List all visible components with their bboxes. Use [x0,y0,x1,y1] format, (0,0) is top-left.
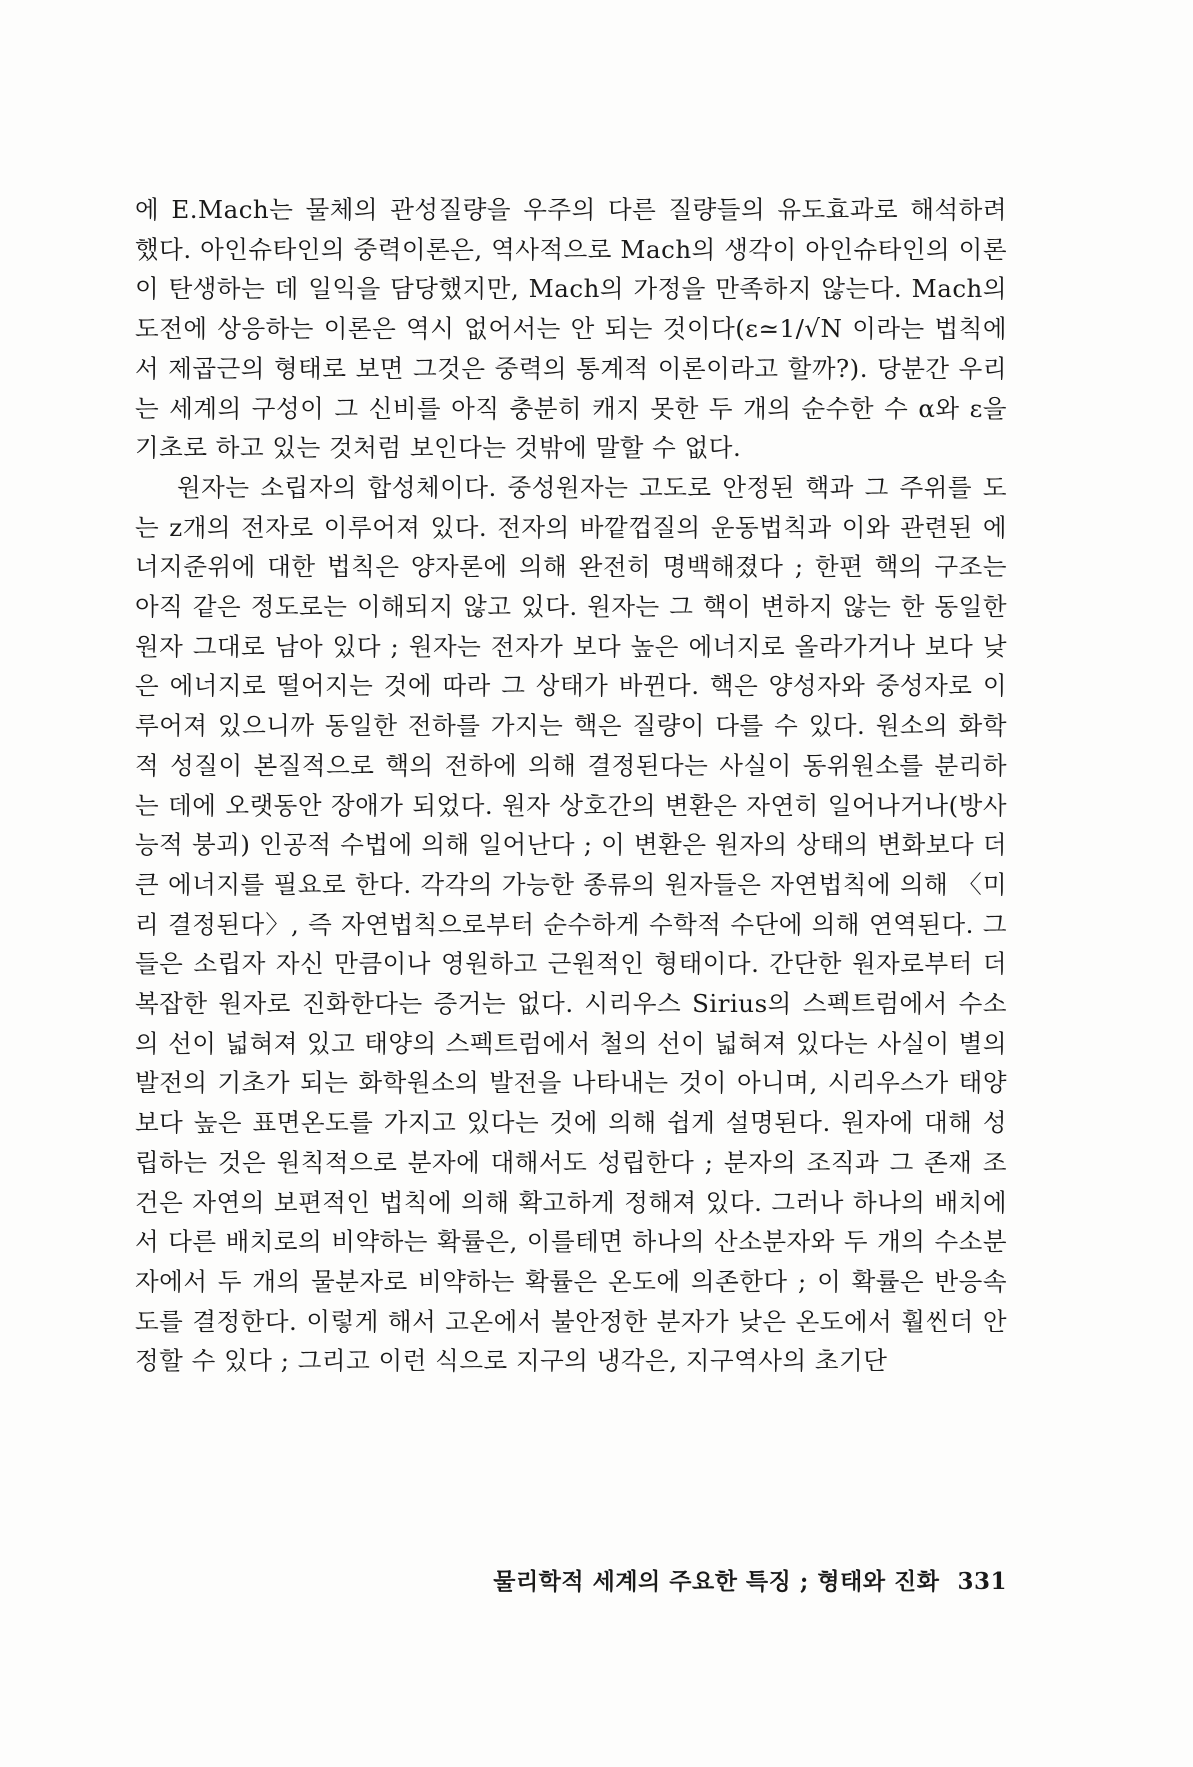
page-number: 331 [957,1568,1007,1595]
paragraph-continued: 에 E.Mach는 물체의 관성질량을 우주의 다른 질량들의 유도효과로 해석하려 했다. 아인슈타인의 중력이론은, 역사적으로 Mach의 생각이 아인슈타인의 이론이 탄생하는 데 일익을 담당했지만, Mach의 가정을 만족하지 않는다. Mach의 도전에 상응하는 이론은 역시 없어서는 안 되는 것이다(ε≃1/√N 이라는 법칙에서 제곱근의 형태로 보면 그것은 중력의 통계적 이론이라고 할까?). 당분간 우리는 세계의 구성이 그 신비를 아직 충분히 캐지 못한 두 개의 순수한 수 α와 ε을 기초로 하고 있는 것처럼 보인다는 것밖에 말할 수 없다. [135,195,1007,463]
body-text [135,190,1007,1381]
page-footer [440,1563,1007,1596]
paragraph-atoms: 원자는 소립자의 합성체이다. 중성원자는 고도로 안정된 핵과 그 주위를 도는 z개의 전자로 이루어져 있다. 전자의 바깥껍질의 운동법칙과 이와 관련된 에너지준위에 대한 법칙은 양자론에 의해 완전히 명백해졌다 ; 한편 핵의 구조는 아직 같은 정도로는 이해되지 않고 있다. 원자는 그 핵이 변하지 않는 한 동일한 원자 그대로 남아 있다 ; 원자는 전자가 보다 높은 에너지로 올라가거나 보다 낮은 에너지로 떨어지는 것에 따라 그 상태가 바뀐다. 핵은 양성자와 중성자로 이루어져 있으니까 동일한 전하를 가지는 핵은 질량이 다를 수 있다. 원소의 화학적 성질이 본질적으로 핵의 전하에 의해 결정된다는 사실이 동위원소를 분리하는 데에 오랫동안 장애가 되었다. 원자 상호간의 변환은 자연히 일어나거나(방사능적 붕괴) 인공적 수법에 의해 일어난다 ; 이 변환은 원자의 상태의 변화보다 더 큰 에너지를 필요로 한다. 각각의 가능한 종류의 원자들은 자연법칙에 의해 〈미리 결정된다〉, 즉 자연법칙으로부터 순수하게 수학적 수단에 의해 연역된다. 그들은 소립자 자신 만큼이나 영원하고 근원적인 형태이다. 간단한 원자로부터 더 복잡한 원자로 진화한다는 증거는 없다. 시리우스 Sirius의 스펙트럼에서 수소의 선이 넓혀져 있고 태양의 스펙트럼에서 철의 선이 넓혀져 있다는 사실이 별의 발전의 기초가 되는 화학원소의 발전을 나타내는 것이 아니며, 시리우스가 태양보다 높은 표면온도를 가지고 있다는 것에 의해 쉽게 설명된다. 원자에 대해 성립하는 것은 원칙적으로 분자에 대해서도 성립한다 ; 분자의 조직과 그 존재 조건은 자연의 보편적인 법칙에 의해 확고하게 정해져 있다. 그러나 하나의 배치에서 다른 배치로의 비약하는 확률은, 이를테면 하나의 산소분자와 두 개의 수소분자에서 두 개의 물분자로 비약하는 확률은 온도에 의존한다 ; 이 확률은 반응속도를 결정한다. 이렇게 해서 고온에서 불안정한 분자가 낮은 온도에서 훨씬더 안정할 수 있다 ; 그리고 이런 식으로 지구의 냉각은, 지구역사의 초기단 [135,472,1007,1376]
running-title: 물리학적 세계의 주요한 특징 ; 형태와 진화 [493,1568,940,1595]
